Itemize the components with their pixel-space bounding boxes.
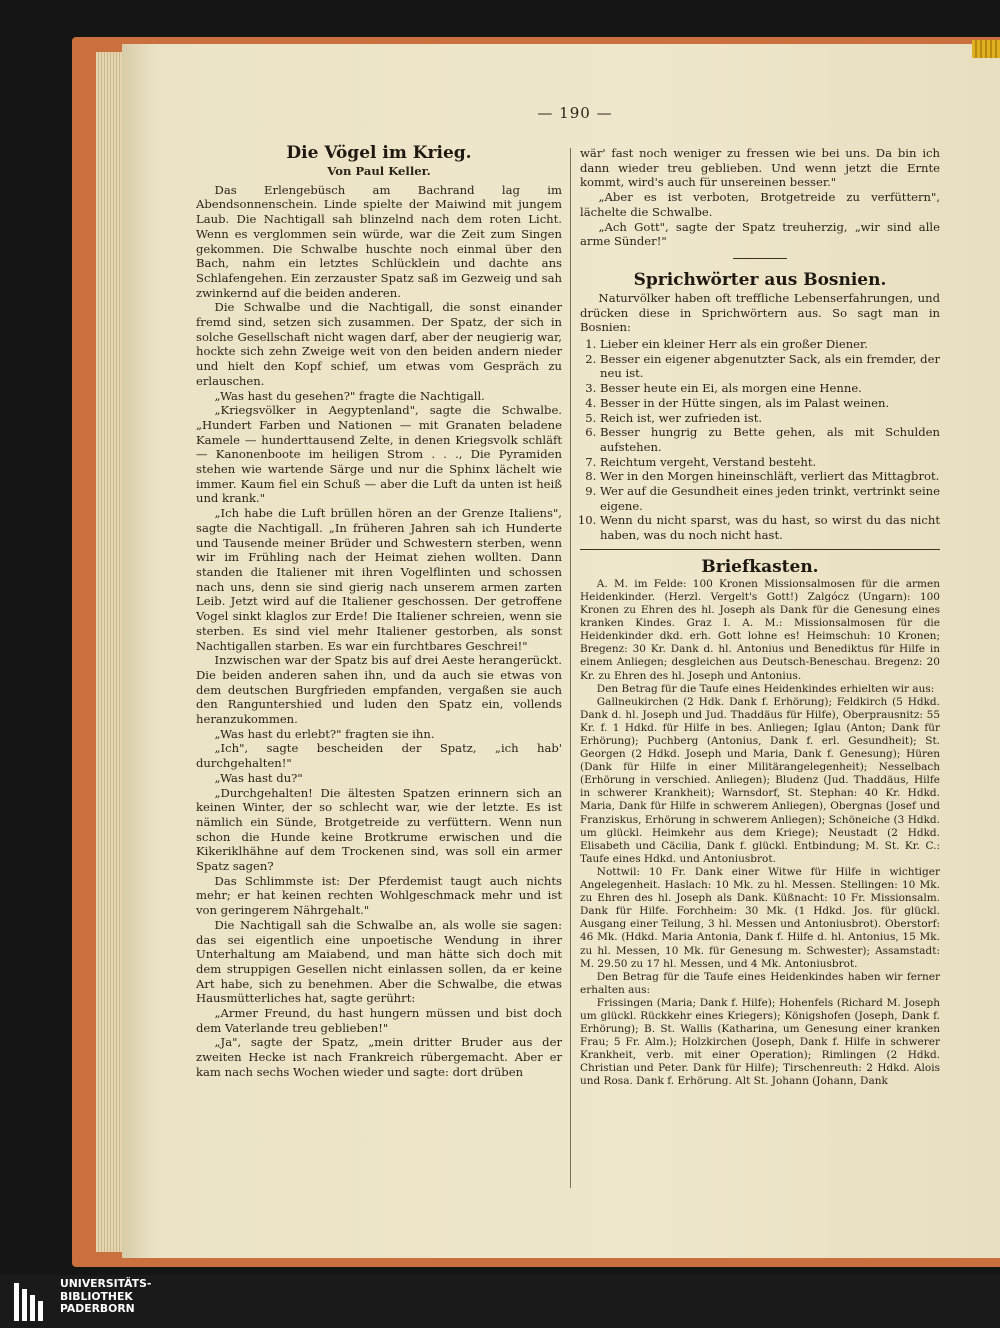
article-byline: Von Paul Keller. xyxy=(327,164,431,178)
article-title: Die Vögel im Krieg. xyxy=(286,143,472,163)
letterbox-text xyxy=(580,578,940,1089)
section-separator xyxy=(733,258,787,259)
list-item: 1. Lieber ein kleiner Herr als ein großer Diener. xyxy=(600,337,940,352)
list-item: 3. Besser heute ein Ei, als morgen eine Henne. xyxy=(600,381,940,396)
paragraph: „Ach Gott", sagte der Spatz treuherzig, „wir sind alle arme Sünder!" xyxy=(580,219,940,249)
list-item: 5. Reich ist, wer zufrieden ist. xyxy=(600,411,940,426)
list-item: 10. Wenn du nicht sparst, was du hast, so wirst du das nicht haben, was du noch nicht hast. xyxy=(600,513,940,542)
paragraph: Gallneukirchen (2 Hdk. Dank f. Erhörung); Feldkirch (5 Hdkd. Dank d. hl. Joseph und Jud. Thaddäus für Hilfe), Oberprausnitz: 55 Kr. f. 1 Hdkd. für Hilfe in bes. Anliegen; Iglau (Anton; Dank für Erhörung); Puchberg (Antonius, Dank f. erl. Gesundheit); St. Georgen (2 Hdkd. Joseph und Maria, Dank f. Genesung); Hüren (Dank für Hilfe in einer Militärangelegenheit); Nesselbach (Erhörung in verschied. Anliegen); Bludenz (Jud. Thaddäus, Hilfe in schwerer Krankheit); Warnsdorf, St. Stephan: 40 Kr. Hdkd. Maria, Dank für Hilfe in schwerem Anliegen), Obergnas (Josef und Franziskus, Erhörung in schwerem Anliegen); Schöneiche (3 Hdkd. um glückl. Heimkehr aus dem Kriege); Neustadt (2 Hdkd. Elisabeth und Cäcilia, Dank f. glückl. Entbindung; M. St. Kr. C.: Taufe eines Hdkd. und Antoniusbrot. xyxy=(580,695,940,865)
bookmark-ribbon xyxy=(972,40,1000,58)
paragraph: „Kriegsvölker in Aegyptenland", sagte die Schwalbe. „Hundert Farben und Nationen — mit Granaten beladene Kamele — hunderttausend Zelte, in denen Kriegsvolk schläft — Kanonenboote im heiligen Strom . . ., Die Pyramiden stehen wie wartende Särge und nur die Sphinx lächelt wie immer. Kaum fiel ein Schuß — aber die Luft da unten ist heiß und krank." xyxy=(196,403,562,506)
paragraph: Den Betrag für die Taufe eines Heidenkindes haben wir ferner erhalten aus: xyxy=(580,970,940,996)
list-item: 2. Besser ein eigener abgenutzter Sack, als ein fremder, der neu ist. xyxy=(600,352,940,381)
paragraph: „Durchgehalten! Die ältesten Spatzen erinnern sich an keinen Winter, der so schlecht war, wie der letzte. Es ist nämlich ein Sünde, Brotgetreide zu verfüttern. Wenn nun schon die Hunde keine Brotkrume erwischen und die Kikeriklhähne auf dem Trockenen sind, was soll ein armer Spatz sagen? xyxy=(196,785,562,874)
list-item: 7. Reichtum vergeht, Verstand besteht. xyxy=(600,455,940,470)
paragraph: Inzwischen war der Spatz bis auf drei Aeste herangerückt. Die beiden anderen sahen ihn, und da auch sie etwas von dem deutschen Burgfrieden empfanden, vergaßen sie auch den Ranguntershied und luden den Spatz ein, vollends heranzukommen. xyxy=(196,653,562,727)
section-rule xyxy=(580,549,940,550)
paragraph: A. M. im Felde: 100 Kronen Missionsalmosen für die armen Heidenkinder. (Herzl. Vergelt's Gott!) Zalgócz (Ungarn): 100 Kronen zu Ehren des hl. Joseph als Dank für die Genesung eines kranken Kindes. Graz I. A. M.: Missionsalmosen für die Heidenkinder dkd. erh. Gott lohne es! Heimschuh: 10 Kronen; Bregenz: 30 Kr. Dank d. hl. Antonius und Benediktus für Hilfe in einem Anliegen; desgleichen aus Deutsch-Beneschau. Bregenz: 20 Kr. zu Ehren des hl. Joseph und Antonius. xyxy=(580,577,940,682)
proverb-list xyxy=(580,337,940,543)
paragraph: Das Schlimmste ist: Der Pferdemist taugt auch nichts mehr; er hat keinen rechten Wohlgeschmack mehr und ist von geringerem Nährgehalt." xyxy=(196,873,562,918)
paragraph: Naturvölker haben oft treffliche Lebenserfahrungen, und drücken diese in Sprichwörtern aus. So sagt man in Bosnien: xyxy=(580,290,940,335)
logo-line: BIBLIOTHEK xyxy=(60,1289,133,1303)
paragraph: „Ich habe die Luft brüllen hören an der Grenze Italiens", sagte die Nachtigall. „In früheren Jahren sah ich Hunderte und Tausende meiner Brüder und Schwestern sterben, wenn wir im Frühling nach der Heimat ziehen wollten. Dann standen die Italiener mit ihren Vogelflinten und schossen nach uns, denn sie sind gierig nach unserem armen zarten Leib. Jetzt wird auf die Italiener geschossen. Der getroffene Vogel sinkt klaglos zur Erde! Die Italiener schreien, wenn sie sterben. Es sind viel mehr Italiener gestorben, als sonst Nachtigallen starben. Es war ein furchtbares Geschrei!" xyxy=(196,506,562,653)
library-logo-icon xyxy=(12,1281,50,1323)
list-item: 9. Wer auf die Gesundheit eines jeden trinkt, vertrinkt seine eigene. xyxy=(600,484,940,513)
paragraph: „Ich", sagte bescheiden der Spatz, „ich hab' durchgehalten!" xyxy=(196,741,562,771)
article-title: Sprichwörter aus Bosnien. xyxy=(633,269,887,290)
paragraph: Das Erlengebüsch am Bachrand lag im Abendsonnenschein. Linde spielte der Maiwind mit jungem Laub. Die Nachtigall sah blinzelnd nach dem roten Licht. Wenn es verglommen sein würde, war die Zeit zum Singen gekommen. Die Schwalbe huschte noch einmal über den Bach, nahm ein letztes Schlücklein und dachte ans Schlafengehen. Ein zerzauster Spatz saß im Gezweig und sah zwinkernd auf die beiden anderen. xyxy=(196,182,562,300)
paragraph: Die Nachtigall sah die Schwalbe an, als wolle sie sagen: das sei eigentlich eine unpoetische Wendung in ihrer Unterhaltung am Maiabend, und man hätte sich doch mit dem struppigen Gesellen nicht einlassen sollen, da er keine Art habe, sich zu benehmen. Aber die Schwalbe, die etwas Hausmütterliches hat, sagte gerührt: xyxy=(196,917,562,1006)
right-column xyxy=(580,146,940,1089)
paragraph: „Was hast du?" xyxy=(214,770,303,785)
paragraph: Den Betrag für die Taufe eines Heidenkindes erhielten wir aus: xyxy=(596,682,935,695)
paragraph: wär' fast noch weniger zu fressen wie bei uns. Da bin ich dann wieder treu geblieben. Und wenn jetzt die Ernte kommt, wird's auch für unsereinen besser." xyxy=(580,146,940,190)
paragraph: „Was hast du gesehen?" fragte die Nachtigall. xyxy=(214,388,485,403)
article-title: Briefkasten. xyxy=(701,556,819,577)
paragraph: Frissingen (Maria; Dank f. Hilfe); Hohenfels (Richard M. Joseph um glückl. Rückkehr eines Kriegers); Königshofen (Joseph, Dank f. Erhörung); B. St. Wallis (Katharina, um Genesung einer kranken Frau; 5 Fr. Alm.); Holzkirchen (Joseph, Dank f. Hilfe in schwerer Krankheit, verb. mit einer Operation); Rimlingen (2 Hdkd. Christian und Peter. Dank für Hilfe); Tirschenreuth: 2 Hdkd. Alois und Rosa. Dank f. Erhörung. Alt St. Johann (Johann, Dank xyxy=(580,996,940,1088)
paragraph: Die Schwalbe und die Nachtigall, die sonst einander fremd sind, setzen sich zusammen. Der Spatz, der sich in solche Gesellschaft nicht wagen darf, aber der neugierig war, hockte sich zehn Zweige weit von den beiden andern nieder und hielt den Kopf schief, um etwas vom Gespräch zu erlauschen. xyxy=(196,300,562,388)
paragraph: „Aber es ist verboten, Brotgetreide zu verfüttern", lächelte die Schwalbe. xyxy=(580,190,940,219)
list-item: 6. Besser hungrig zu Bette gehen, als mit Schulden aufstehen. xyxy=(600,425,940,454)
paragraph: „Armer Freund, du hast hungern müssen und bist doch dem Vaterlande treu geblieben!" xyxy=(196,1006,562,1035)
paragraph: „Was hast du erlebt?" fragten sie ihn. xyxy=(214,726,435,741)
paragraph: Nottwil: 10 Fr. Dank einer Witwe für Hilfe in wichtiger Angelegenheit. Haslach: 10 Mk. zu hl. Messen. Stellingen: 10 Mk. zu Ehren des hl. Joseph als Dank. Küßnacht: 10 Fr. Missionsalm. Dank für Hilfe. Forchheim: 30 Mk. (1 Hdkd. Jos. für glückl. Ausgang einer Teilung, 3 hl. Messen und Antoniusbrot). Oberstorf: 46 Mk. (Hdkd. Maria Antonia, Dank f. Hilfe d. hl. Antonius, 15 Mk. zu hl. Messen, 10 Mk. für Genesung m. Schwester); Assamstadt: M. 29.50 zu 17 hl. Messen, und 4 Mk. Antoniusbrot. xyxy=(580,865,940,970)
library-logo-text xyxy=(60,1278,151,1316)
column-divider xyxy=(570,148,571,1188)
paragraph: „Ja", sagte der Spatz, „mein dritter Bruder aus der zweiten Hecke ist nach Frankreich rübergemacht. Aber er kam nach sechs Wochen wieder und sagte: dort drüben xyxy=(196,1035,562,1079)
list-item: 4. Besser in der Hütte singen, als im Palast weinen. xyxy=(600,396,940,411)
list-item: 8. Wer in den Morgen hineinschläft, verliert das Mittagbrot. xyxy=(600,469,940,484)
page-number: — 190 — xyxy=(537,104,613,122)
logo-line: UNIVERSITÄTS- xyxy=(60,1277,152,1290)
left-column xyxy=(196,142,562,1080)
logo-line: PADERBORN xyxy=(60,1302,135,1316)
